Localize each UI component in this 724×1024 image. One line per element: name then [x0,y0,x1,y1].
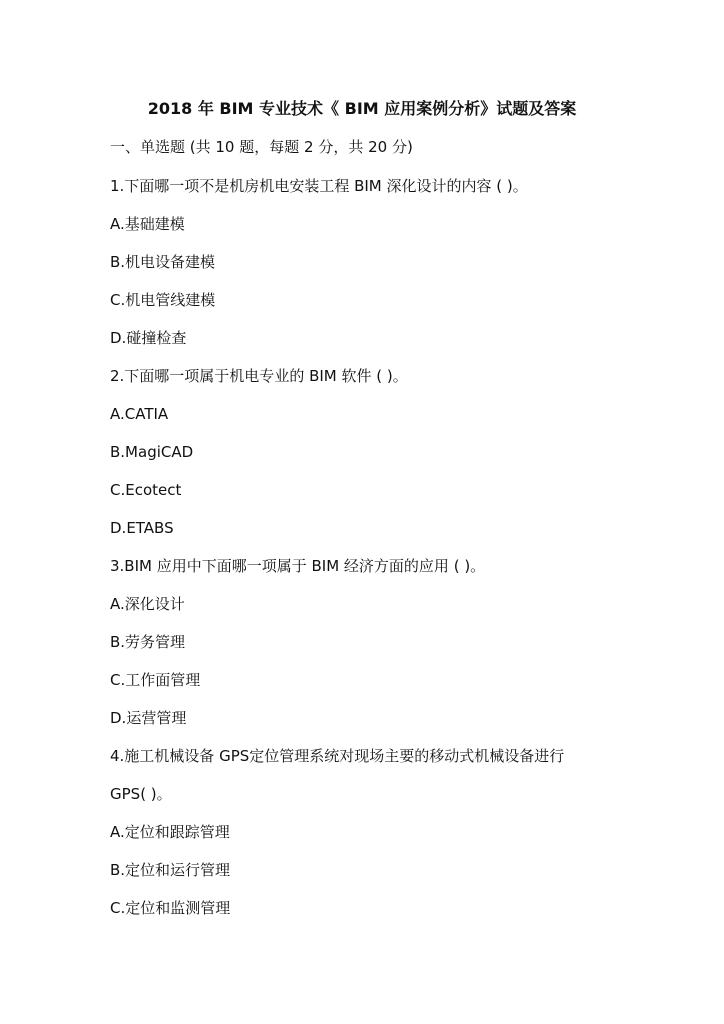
answer-option: C.定位和监测管理 [110,899,231,917]
answer-option: C.机电管线建模 [110,291,216,309]
question-stem: 4.施工机械设备 GPS定位管理系统对现场主要的移动式机械设备进行 [110,747,565,765]
document-title: 2018 年 BIM 专业技术《 BIM 应用案例分析》试题及答案 [147,99,577,118]
answer-option: C.Ecotect [110,481,182,499]
question-stem: 2.下面哪一项属于机电专业的 BIM 软件 ( )。 [110,367,408,385]
answer-option: B.劳务管理 [110,633,186,651]
answer-option: D.运营管理 [110,709,187,727]
question-stem-continued: GPS( )。 [110,785,172,803]
answer-option: D.ETABS [110,519,174,537]
answer-option: A.深化设计 [110,595,185,613]
answer-option: B.定位和运行管理 [110,861,231,879]
section-heading: 一、单选题 (共 10 题，每题 2 分，共 20 分) [110,138,413,156]
question-stem: 3.BIM 应用中下面哪一项属于 BIM 经济方面的应用 ( )。 [110,557,486,575]
answer-option: C.工作面管理 [110,671,201,689]
answer-option: D.碰撞检查 [110,329,187,347]
answer-option: A.CATIA [110,405,169,423]
answer-option: A.定位和跟踪管理 [110,823,230,841]
answer-option: B.MagiCAD [110,443,194,461]
answer-option: B.机电设备建模 [110,253,216,271]
answer-option: A.基础建模 [110,215,185,233]
question-stem: 1.下面哪一项不是机房机电安装工程 BIM 深化设计的内容 ( )。 [110,177,528,195]
